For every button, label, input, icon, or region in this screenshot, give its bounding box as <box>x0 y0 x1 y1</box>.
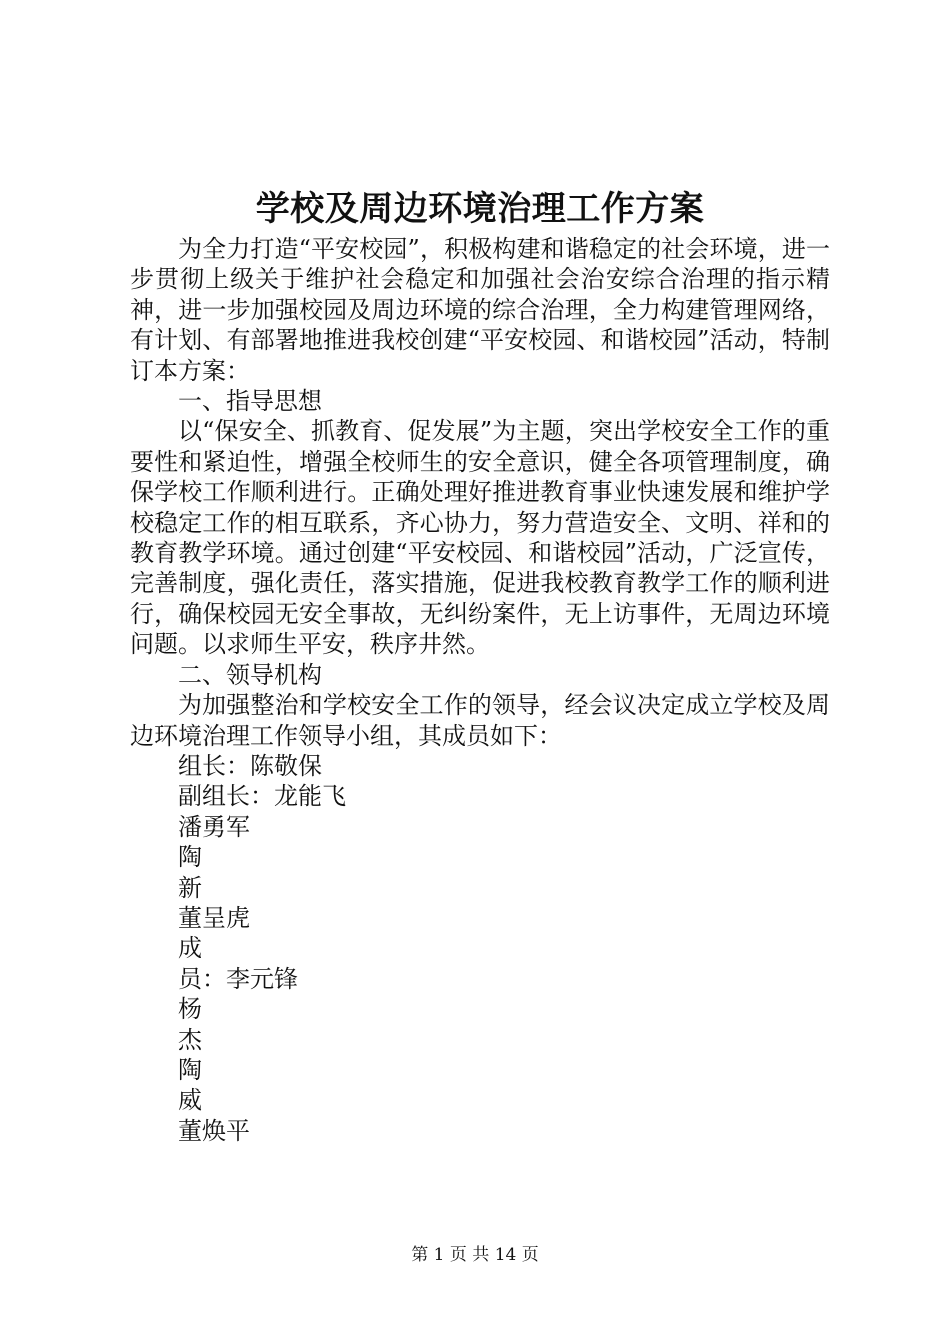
member-line: 董呈虎 <box>178 903 250 932</box>
member-line: 陶 <box>178 843 202 872</box>
guiding-ideology-paragraph: 以“保安全、抓教育、促发展”为主题，突出学校安全工作的重要性和紧迫性，增强全校师生的安全意识，健全各项管理制度，确保学校工作顺利进行。正确处理好推进教育事业快速发展和维护学校稳定工作的相互联系，齐心协力，努力营造安全、文明、祥和的教育教学环境。通过创建“平安校园、和谐校园”活动，广泛宣传，完善制度，强化责任，落实措施，促进我校教育教学工作的顺利进行，确保校园无安全事故，无纠纷案件，无上访事件，无周边环境问题。以求师生平安，秩序井然。 <box>130 417 830 659</box>
section-heading-guiding-ideology: 一、指导思想 <box>178 387 322 416</box>
document-body <box>130 234 830 1146</box>
member-line: 董焕平 <box>178 1116 250 1145</box>
member-line: 威 <box>178 1086 202 1115</box>
member-line: 杰 <box>178 1025 202 1054</box>
member-line: 陶 <box>178 1055 202 1084</box>
section-heading-leadership: 二、领导机构 <box>178 660 322 689</box>
member-line: 新 <box>178 873 202 902</box>
member-line: 员：李元锋 <box>178 964 298 993</box>
member-line: 副组长：龙能飞 <box>178 782 346 811</box>
intro-paragraph: 为全力打造“平安校园”，积极构建和谐稳定的社会环境，进一步贯彻上级关于维护社会稳定和加强社会治安综合治理的指示精神，进一步加强校园及周边环境的综合治理，全力构建管理网络，有计划、有部署地推进我校创建“平安校园、和谐校园”活动，特制订本方案： <box>130 235 830 385</box>
page-indicator: 第 1 页 共 14 页 <box>411 1245 539 1265</box>
member-line: 潘勇军 <box>178 812 250 841</box>
document-title: 学校及周边环境治理工作方案 <box>255 189 705 229</box>
member-line: 成 <box>178 934 202 963</box>
leadership-paragraph: 为加强整治和学校安全工作的领导，经会议决定成立学校及周边环境治理工作领导小组，其成员如下： <box>130 691 830 750</box>
member-list <box>130 751 830 1146</box>
member-line: 组长：陈敬保 <box>178 751 322 780</box>
member-line: 杨 <box>178 995 202 1024</box>
